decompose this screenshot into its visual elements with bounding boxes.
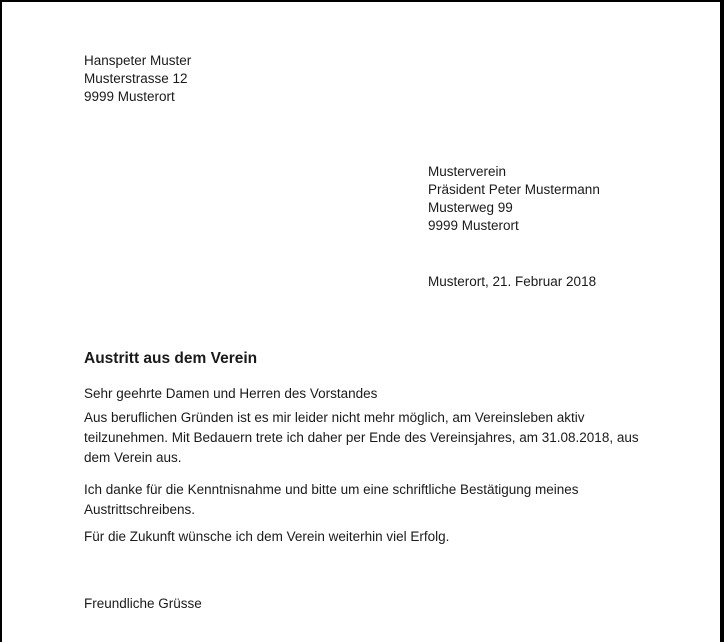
paragraph-line: teilzunehmen. Mit Bedauern trete ich daher per Ende des Vereinsjahres, am 31.08.2018, aus [84, 430, 639, 445]
paragraph-line: Austrittschreibens. [84, 502, 196, 517]
paragraph-line: Ich danke für die Kenntnisnahme und bitte um eine schriftliche Bestätigung meines [84, 482, 579, 497]
recipient-org: Musterverein [428, 164, 507, 179]
paragraph-line: Aus beruflichen Gründen ist es mir leider nicht mehr möglich, am Vereinsleben aktiv [84, 410, 585, 425]
recipient-person: Präsident Peter Mustermann [428, 182, 600, 197]
sender-street: Musterstrasse 12 [84, 71, 188, 86]
letter-date [428, 273, 596, 291]
closing-greeting: Freundliche Grüsse [84, 596, 202, 611]
letter-page [2, 2, 720, 642]
paragraph-reason [84, 408, 684, 468]
date-text: Musterort, 21. Februar 2018 [428, 274, 597, 289]
salutation: Sehr geehrte Damen und Herren des Vorstandes [84, 386, 378, 401]
paragraph-line: dem Verein aus. [84, 450, 182, 465]
sender-address [84, 52, 191, 106]
paragraph-line: Für die Zukunft wünsche ich dem Verein weiterhin viel Erfolg. [84, 529, 450, 544]
recipient-address [428, 163, 600, 235]
recipient-city: 9999 Musterort [428, 218, 519, 233]
paragraph-confirmation [84, 480, 684, 520]
recipient-street: Musterweg 99 [428, 200, 513, 215]
paragraph-wishes [84, 527, 684, 547]
letter-subject: Austritt aus dem Verein [84, 350, 258, 367]
sender-name: Hanspeter Muster [84, 53, 192, 68]
sender-city: 9999 Musterort [84, 89, 175, 104]
